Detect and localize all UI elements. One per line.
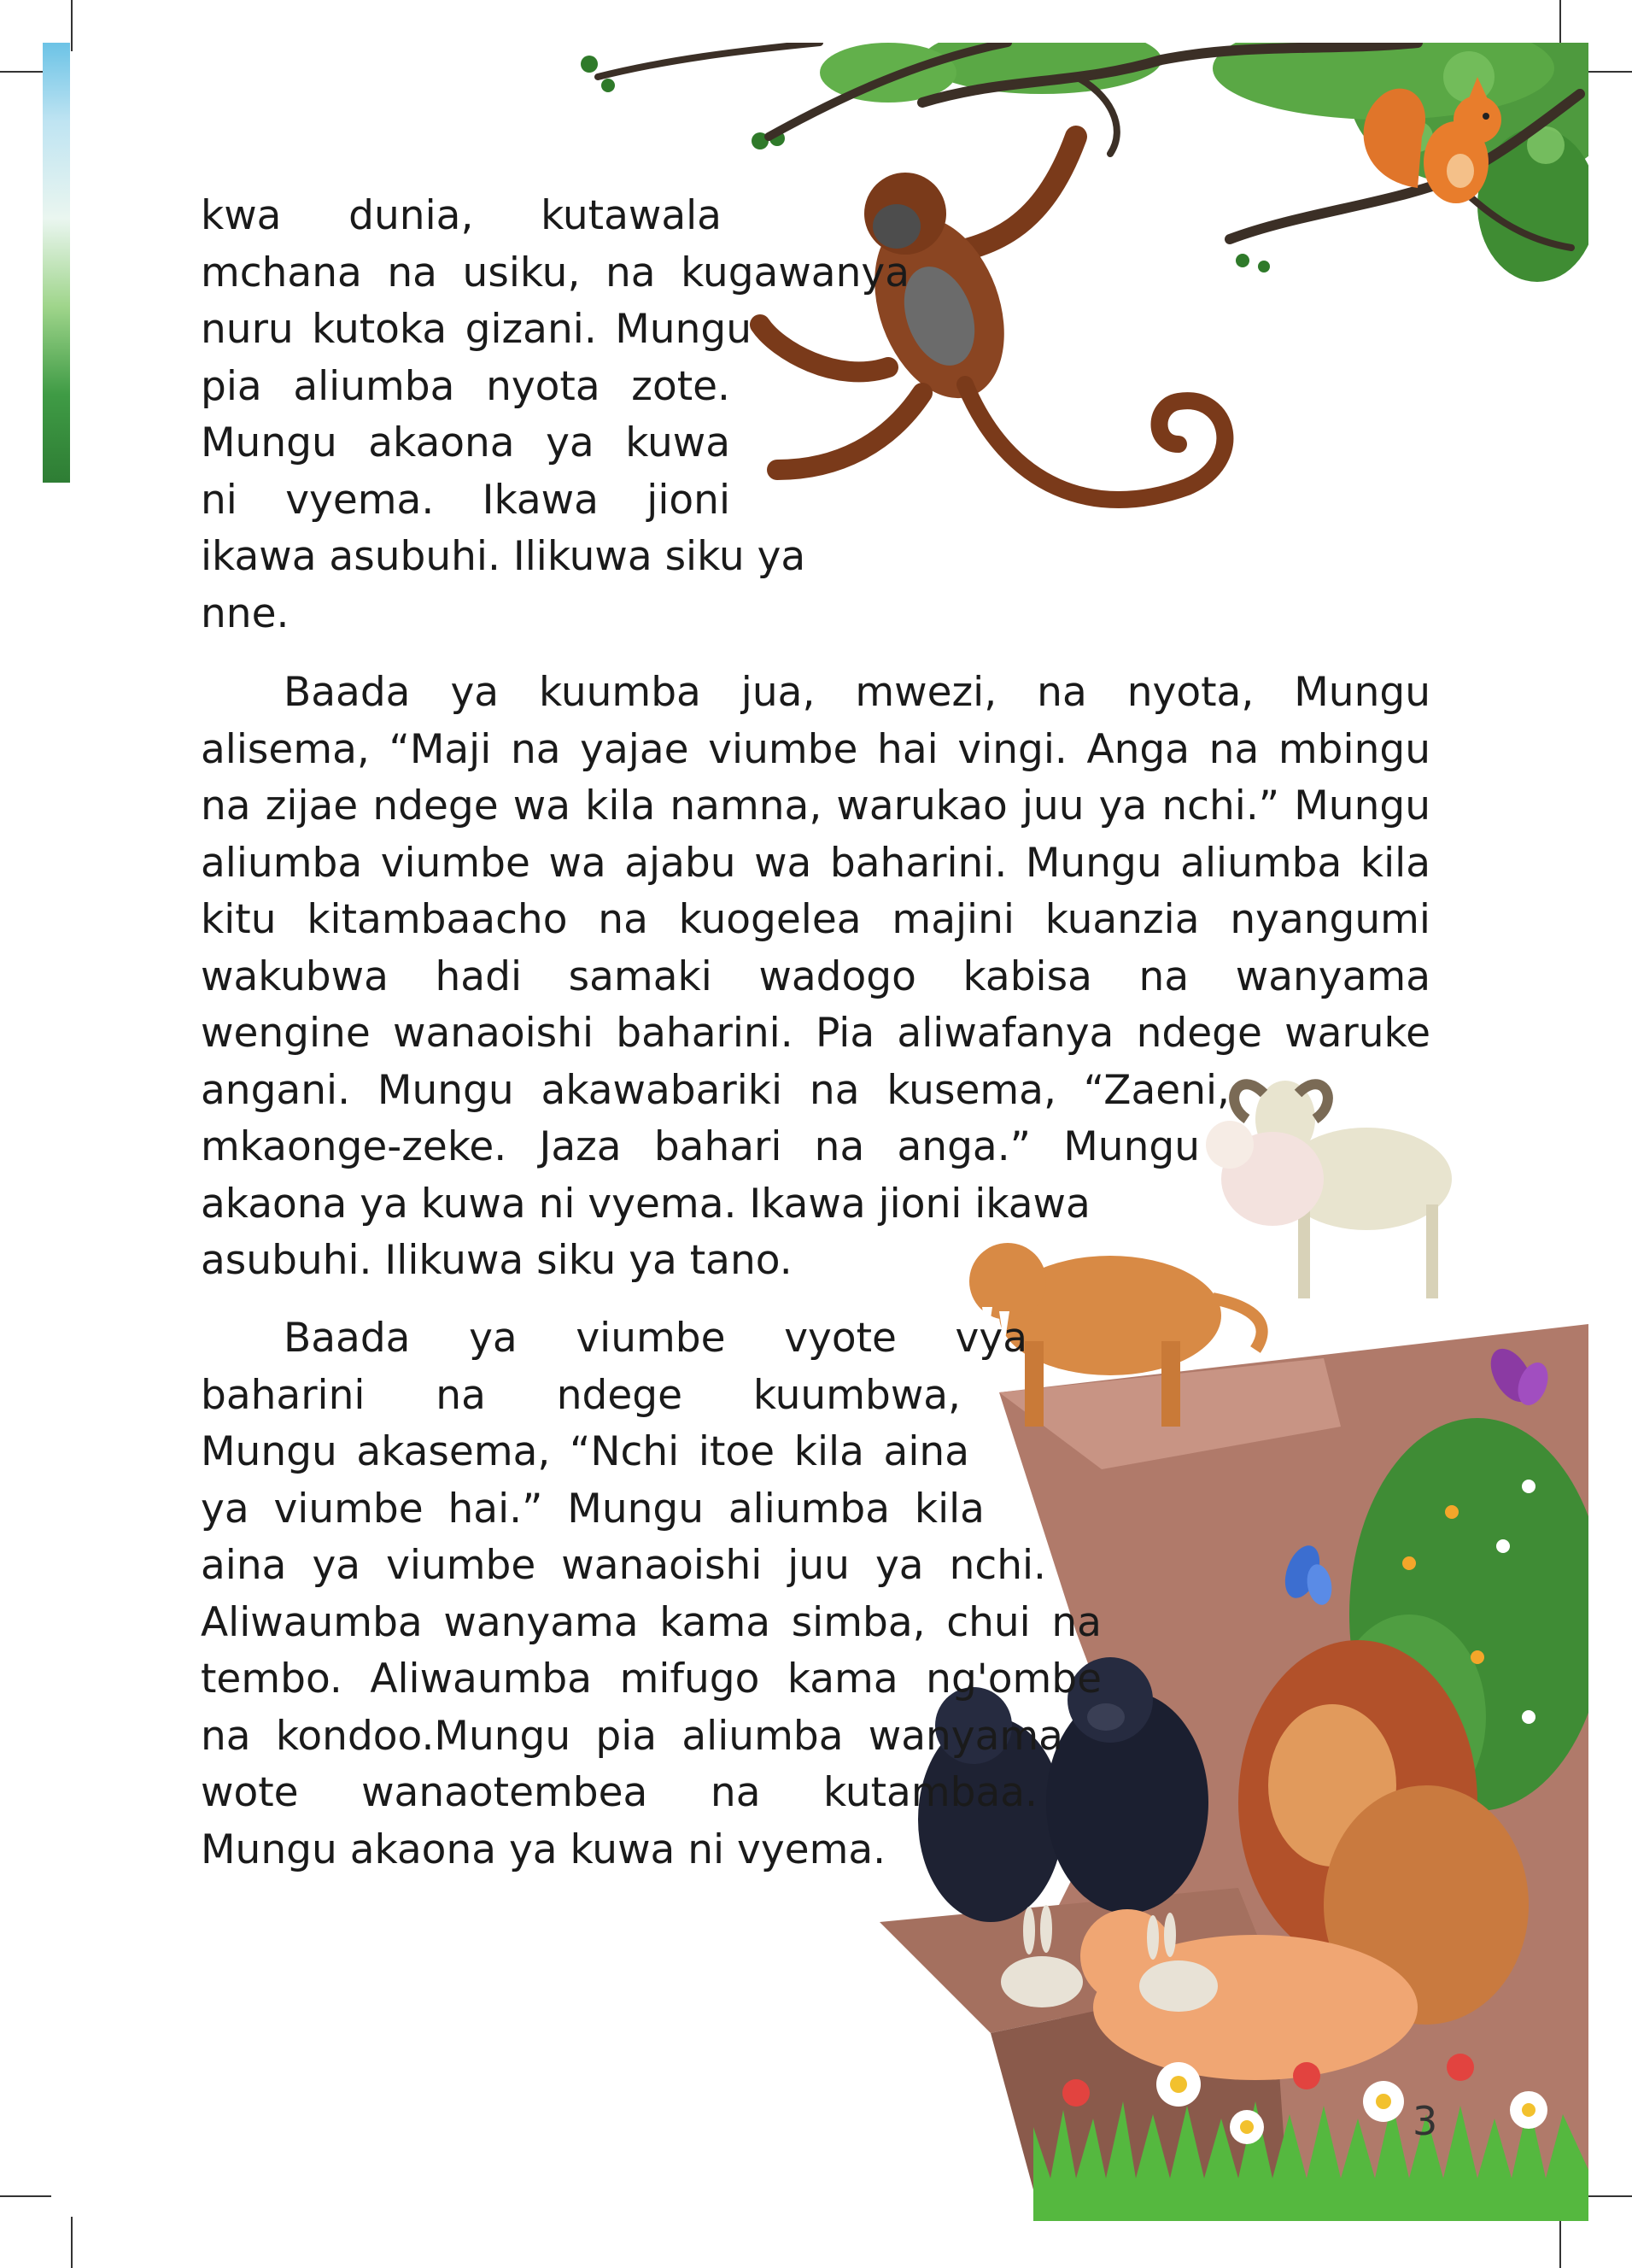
crop-mark <box>71 2217 73 2268</box>
text-line: angani. Mungu akawabariki na kusema, “Zaeni, <box>201 1066 1230 1114</box>
crop-mark <box>0 2195 51 2197</box>
crop-mark <box>1559 2217 1561 2268</box>
text-line: pia aliumba nyota zote. <box>201 362 730 410</box>
text-line: nne. <box>201 589 290 637</box>
text-line: baharini na ndege kuumbwa, <box>201 1371 961 1419</box>
paragraph-3 <box>201 1310 1106 1878</box>
left-bleed-strip <box>43 43 70 483</box>
text-line: Mungu akaona ya kuwa <box>201 419 730 466</box>
text-line: wengine wanaoishi baharini. Pia aliwafanya ndege waruke <box>201 1010 1430 1057</box>
text-line: Baada ya kuumba jua, mwezi, na nyota, Mungu <box>284 669 1430 716</box>
text-line: na zijae ndege wa kila namna, warukao juu ya nchi.” Mungu <box>201 782 1430 829</box>
text-line: tembo. Aliwaumba mifugo kama ng'ombe <box>201 1656 1102 1702</box>
text-line: wote wanaotembea na kutambaa. <box>201 1769 1038 1816</box>
text-line: Baada ya viumbe vyote vya <box>284 1315 1027 1362</box>
crop-mark <box>1581 2195 1632 2197</box>
text-line: Mungu akasema, “Nchi itoe kila aina <box>201 1428 969 1475</box>
text-line: na kondoo.Mungu pia aliumba wanyama <box>201 1712 1063 1760</box>
paragraph-1 <box>201 188 918 642</box>
text-line: mkaonge-zeke. Jaza bahari na anga.” Mungu <box>201 1123 1200 1170</box>
text-line: aliumba viumbe wa ajabu wa baharini. Mungu aliumba kila <box>201 839 1430 887</box>
text-line: alisema, “Maji na yajae viumbe hai vingi. Anga na mbingu <box>201 725 1430 773</box>
paragraph-2 <box>201 665 1430 1290</box>
text-line: nuru kutoka gizani. Mungu <box>201 306 752 353</box>
crop-mark <box>1581 71 1632 73</box>
text-line: mchana na usiku, na kugawanya <box>201 249 910 296</box>
text-line: aina ya viumbe wanaoishi juu ya nchi. <box>201 1542 1046 1589</box>
page-number: 3 <box>1413 2098 1438 2144</box>
crop-mark <box>71 0 73 51</box>
text-line: ya viumbe hai.” Mungu aliumba kila <box>201 1485 985 1533</box>
text-line: kwa dunia, kutawala <box>201 192 722 239</box>
text-line: Mungu akaona ya kuwa ni vyema. <box>201 1826 886 1873</box>
text-line: asubuhi. Ilikuwa siku ya tano. <box>201 1237 793 1284</box>
text-line: ikawa asubuhi. Ilikuwa siku ya <box>201 533 806 580</box>
text-line: ni vyema. Ikawa jioni <box>201 476 730 524</box>
text-line: Aliwaumba wanyama kama simba, chui na <box>201 1598 1102 1646</box>
text-line: akaona ya kuwa ni vyema. Ikawa jioni ikawa <box>201 1180 1091 1228</box>
text-line: kitu kitambaacho na kuogelea majini kuanzia nyangumi <box>201 896 1430 943</box>
text-line: wakubwa hadi samaki wadogo kabisa na wanyama <box>201 952 1430 1000</box>
